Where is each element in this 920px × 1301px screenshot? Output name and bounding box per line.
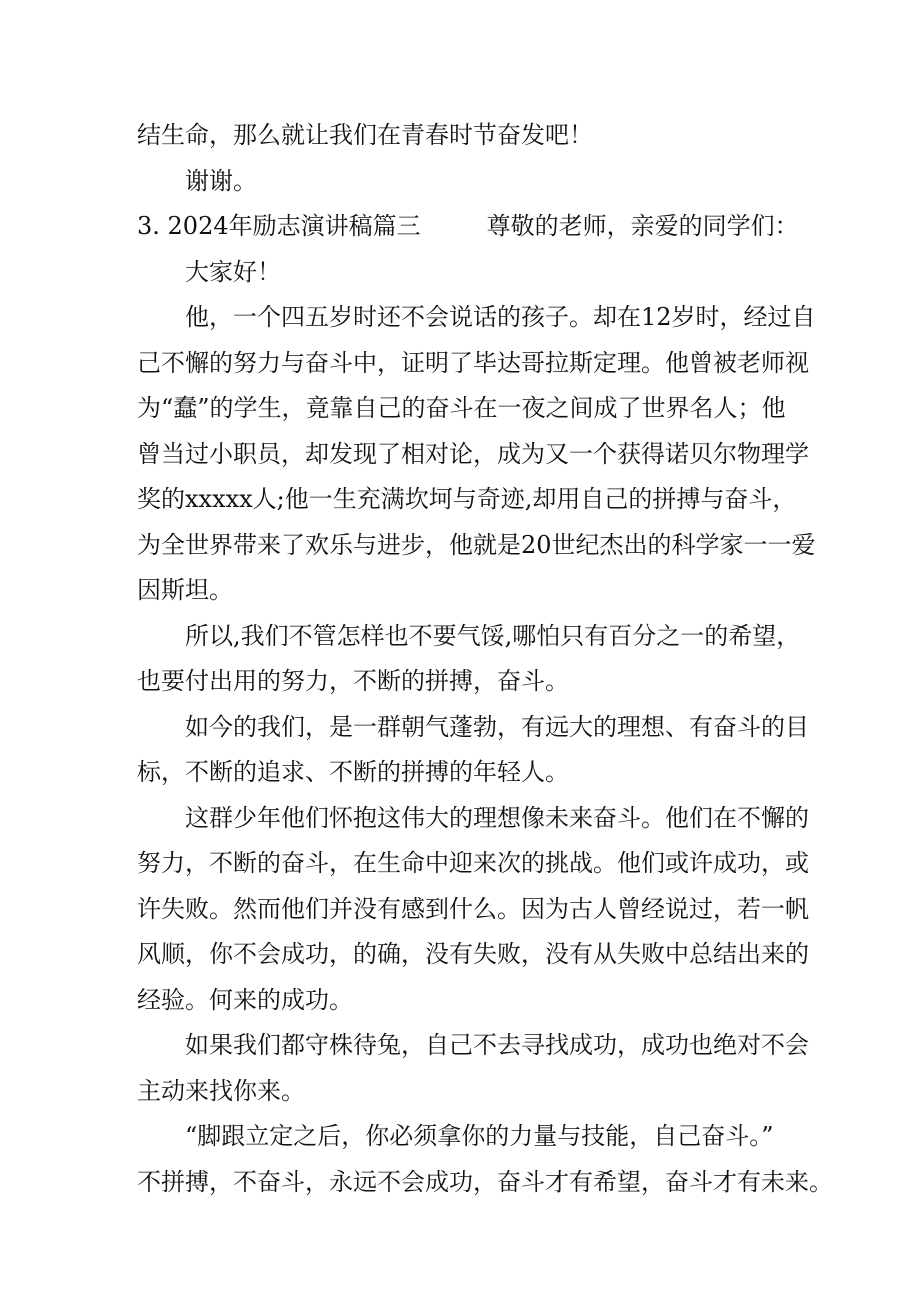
paragraph-line: 他，一个四五岁时还不会说话的孩子。却在12岁时，经过自 bbox=[185, 303, 816, 331]
paragraph-line: 不拼搏，不奋斗，永远不会成功，奋斗才有希望，奋斗才有未来。 bbox=[137, 1167, 833, 1196]
paragraph-line: 因斯坦。 bbox=[137, 576, 233, 604]
paragraph-line: 为“蠢”的学生，竟靠自己的奋斗在一夜之间成了世界名人；他 bbox=[137, 394, 786, 422]
paragraph-line: 主动来找你来。 bbox=[137, 1076, 305, 1105]
paragraph-line: 奖的xxxxx人;他一生充满坎坷与奇迹,却用自己的拼搏与奋斗， bbox=[137, 485, 797, 513]
paragraph-line: 如果我们都守株待兔，自己不去寻找成功，成功也绝对不会 bbox=[185, 1031, 809, 1059]
paragraph-line: 结生命，那么就让我们在青春时节奋发吧！ bbox=[137, 121, 593, 149]
greeting-line: 大家好！ bbox=[185, 257, 281, 286]
paragraph-line: 风顺，你不会成功，的确，没有失败，没有从失败中总结出来的 bbox=[137, 940, 809, 968]
paragraph-line: 也要付出用的努力，不断的拼搏，奋斗。 bbox=[137, 667, 569, 695]
salutation: 尊敬的老师，亲爱的同学们： bbox=[486, 212, 799, 240]
paragraph-line: 努力，不断的奋斗，在生命中迎来次的挑战。他们或许成功，或 bbox=[137, 849, 809, 877]
paragraph-line: 这群少年他们怀抱这伟大的理想像未来奋斗。他们在不懈的 bbox=[185, 803, 809, 832]
paragraph-line: 标，不断的追求、不断的拼搏的年轻人。 bbox=[137, 758, 569, 786]
section-heading-line bbox=[137, 204, 797, 250]
closing-line: 谢谢。 bbox=[185, 166, 257, 195]
paragraph-line: 为全世界带来了欢乐与进步，他就是20世纪杰出的科学家一一爱 bbox=[137, 530, 816, 559]
document-body bbox=[137, 113, 833, 1205]
paragraph-line: 如今的我们，是一群朝气蓬勃，有远大的理想、有奋斗的目 bbox=[185, 712, 809, 741]
paragraph-line: 经验。何来的成功。 bbox=[137, 985, 353, 1014]
quote-line: “脚跟立定之后，你必须拿你的力量与技能，自己奋斗。” bbox=[185, 1122, 774, 1150]
paragraph-line: 曾当过小职员，却发现了相对论，成为又一个获得诺贝尔物理学 bbox=[137, 439, 809, 468]
paragraph-line: 己不懈的努力与奋斗中，证明了毕达哥拉斯定理。他曾被老师视 bbox=[137, 348, 809, 377]
paragraph-line: 所以,我们不管怎样也不要气馁,哪怕只有百分之一的希望， bbox=[185, 621, 801, 650]
section-heading: 3. 2024年励志演讲稿篇三 bbox=[137, 212, 421, 240]
paragraph-line: 许失败。然而他们并没有感到什么。因为古人曾经说过，若一帆 bbox=[137, 894, 809, 923]
